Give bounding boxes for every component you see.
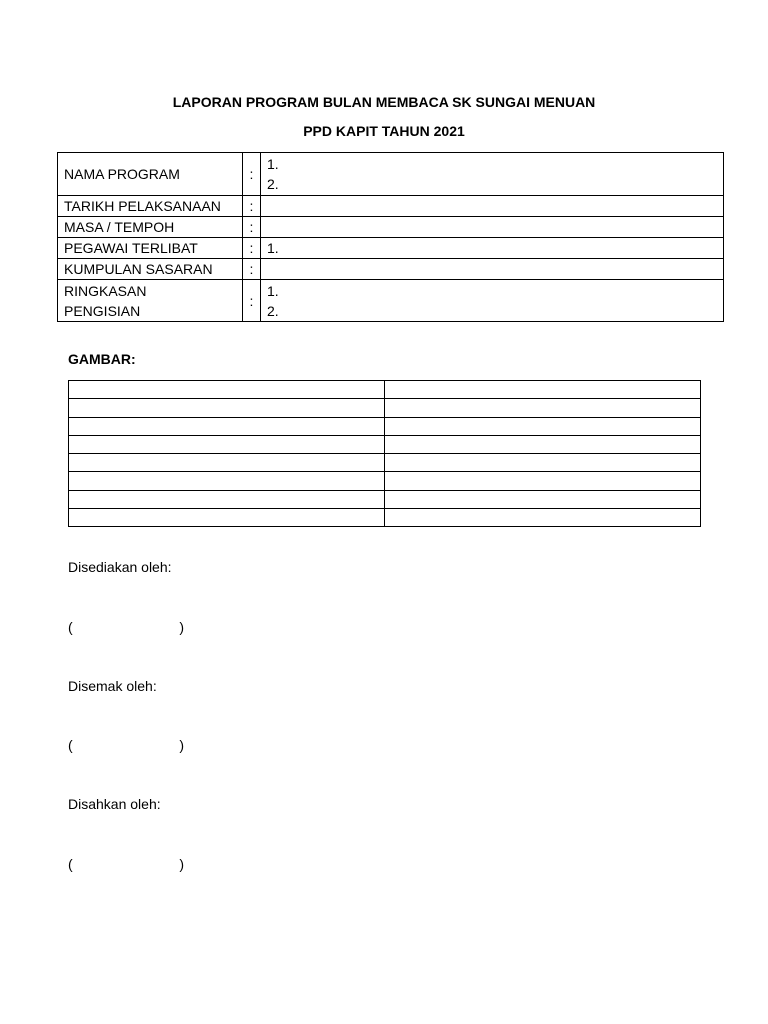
gambar-row <box>69 454 701 472</box>
gambar-row <box>69 490 701 508</box>
row-label: TARIKH PELAKSANAAN <box>58 196 243 217</box>
value-line: 2. <box>267 302 279 319</box>
open-paren: ( <box>68 737 73 753</box>
report-title: LAPORAN PROGRAM BULAN MEMBACA SK SUNGAI MENUAN <box>172 94 596 110</box>
close-paren: ) <box>179 856 184 872</box>
gambar-cell[interactable] <box>385 399 701 417</box>
gambar-cell[interactable] <box>385 381 701 399</box>
prepared-by-signature-field[interactable] <box>68 618 184 636</box>
row-value[interactable] <box>261 153 724 196</box>
row-value[interactable] <box>261 196 724 217</box>
label-line: PENGISIAN <box>64 302 141 319</box>
report-subtitle: PPD KAPIT TAHUN 2021 <box>303 123 465 139</box>
row-label: NAMA PROGRAM <box>58 153 243 196</box>
row-label: KUMPULAN SASARAN <box>58 259 243 280</box>
row-nama-program <box>58 153 724 196</box>
gambar-cell[interactable] <box>69 399 385 417</box>
row-colon: : <box>243 217 261 238</box>
gambar-cell[interactable] <box>385 490 701 508</box>
gambar-row <box>69 509 701 527</box>
row-value[interactable] <box>261 259 724 280</box>
gambar-cell[interactable] <box>385 417 701 435</box>
row-colon: : <box>243 196 261 217</box>
row-value[interactable] <box>261 217 724 238</box>
gambar-cell[interactable] <box>385 435 701 453</box>
value-line: 1. <box>267 282 279 299</box>
gambar-row <box>69 399 701 417</box>
row-label: MASA / TEMPOH <box>58 217 243 238</box>
row-masa-tempoh <box>58 217 724 238</box>
value-line: 1. <box>267 240 279 256</box>
row-label: PEGAWAI TERLIBAT <box>58 238 243 259</box>
value-line: 1. <box>267 156 279 172</box>
gambar-cell[interactable] <box>385 454 701 472</box>
row-kumpulan-sasaran <box>58 259 724 280</box>
prepared-by-label: Disediakan oleh: <box>68 559 172 575</box>
label-line: RINGKASAN <box>64 282 147 299</box>
gambar-cell[interactable] <box>69 509 385 527</box>
gambar-cell[interactable] <box>385 472 701 490</box>
row-label <box>58 280 243 322</box>
gambar-cell[interactable] <box>69 381 385 399</box>
gambar-row <box>69 472 701 490</box>
gambar-cell[interactable] <box>385 509 701 527</box>
row-value[interactable] <box>261 280 724 322</box>
gambar-cell[interactable] <box>69 490 385 508</box>
value-line: 2. <box>267 176 279 192</box>
open-paren: ( <box>68 619 73 635</box>
row-pegawai-terlibat <box>58 238 724 259</box>
row-ringkasan-pengisian <box>58 280 724 322</box>
gambar-cell[interactable] <box>69 472 385 490</box>
checked-by-label: Disemak oleh: <box>68 678 157 694</box>
gambar-cell[interactable] <box>69 417 385 435</box>
gambar-photo-grid <box>68 380 701 527</box>
approved-by-signature-field[interactable] <box>68 855 184 873</box>
gambar-row <box>69 381 701 399</box>
gambar-cell[interactable] <box>69 435 385 453</box>
row-value[interactable] <box>261 238 724 259</box>
program-info-table <box>57 152 724 322</box>
approved-by-label: Disahkan oleh: <box>68 796 161 812</box>
gambar-cell[interactable] <box>69 454 385 472</box>
row-tarikh-pelaksanaan <box>58 196 724 217</box>
checked-by-signature-field[interactable] <box>68 736 184 754</box>
close-paren: ) <box>179 619 184 635</box>
gambar-row <box>69 417 701 435</box>
row-colon: : <box>243 259 261 280</box>
row-colon: : <box>243 238 261 259</box>
row-colon: : <box>243 153 261 196</box>
gambar-heading: GAMBAR: <box>68 351 136 367</box>
open-paren: ( <box>68 856 73 872</box>
row-colon: : <box>243 280 261 322</box>
close-paren: ) <box>179 737 184 753</box>
gambar-row <box>69 435 701 453</box>
